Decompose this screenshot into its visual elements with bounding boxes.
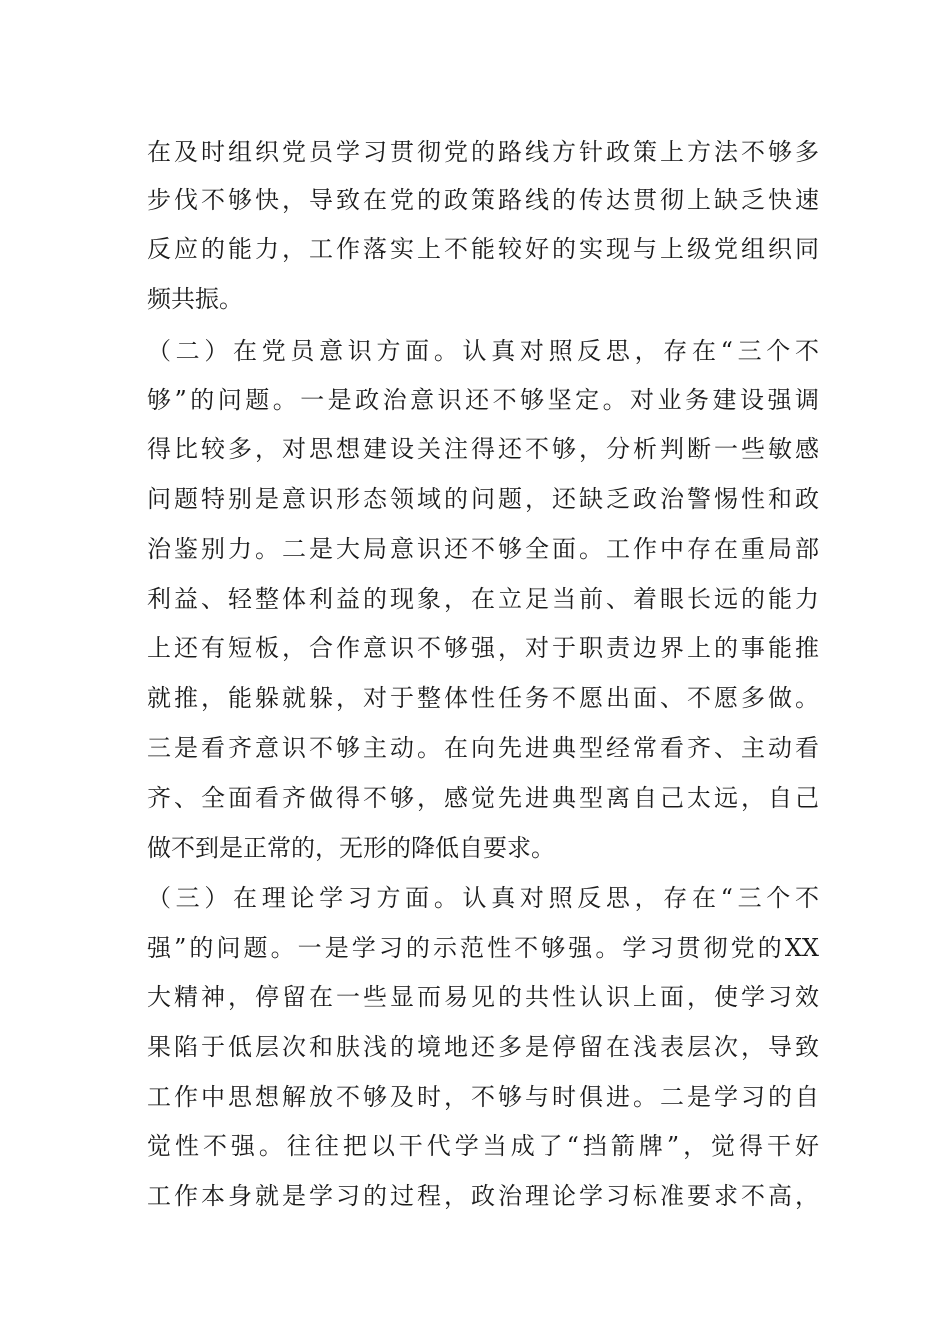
text-line: 得比较多，对思想建设关注得还不够，分析判断一些敏感 <box>147 435 819 463</box>
text-line: 觉性不强。往往把以干代学当成了“挡箭牌”，觉得干好 <box>147 1132 819 1160</box>
text-line: 果陷于低层次和肤浅的境地还多是停留在浅表层次，导致 <box>147 1033 819 1061</box>
text-line: 就推，能躲就躲，对于整体性任务不愿出面、不愿多做。 <box>147 684 819 712</box>
text-line: 反应的能力，工作落实上不能较好的实现与上级党组织同 <box>147 235 819 263</box>
text-line: 频共振。 <box>147 285 243 313</box>
text-line: 大精神，停留在一些显而易见的共性认识上面，使学习效 <box>147 983 819 1011</box>
text-line: 利益、轻整体利益的现象，在立足当前、着眼长远的能力 <box>147 585 819 613</box>
text-line: 问题特别是意识形态领域的问题，还缺乏政治警惕性和政 <box>147 485 819 513</box>
text-line: 上还有短板，合作意识不够强，对于职责边界上的事能推 <box>147 634 819 662</box>
section-heading-line: （二）在党员意识方面。认真对照反思，存在“三个不 <box>147 337 819 365</box>
text-line: 强”的问题。一是学习的示范性不够强。学习贯彻党的XX <box>147 934 819 962</box>
text-line: 做不到是正常的，无形的降低自要求。 <box>147 834 555 862</box>
text-line: 在及时组织党员学习贯彻党的路线方针政策上方法不够多 <box>147 138 819 166</box>
text-line: 治鉴别力。二是大局意识还不够全面。工作中存在重局部 <box>147 535 819 563</box>
section-heading-line: （三）在理论学习方面。认真对照反思，存在“三个不 <box>147 884 819 912</box>
text-line: 够”的问题。一是政治意识还不够坚定。对业务建设强调 <box>147 386 819 414</box>
text-line: 齐、全面看齐做得不够，感觉先进典型离自己太远，自己 <box>147 784 819 812</box>
text-line: 三是看齐意识不够主动。在向先进典型经常看齐、主动看 <box>147 734 819 762</box>
text-line: 工作本身就是学习的过程，政治理论学习标准要求不高， <box>147 1182 819 1210</box>
text-line: 步伐不够快，导致在党的政策路线的传达贯彻上缺乏快速 <box>147 186 819 214</box>
text-line: 工作中思想解放不够及时，不够与时俱进。二是学习的自 <box>147 1083 819 1111</box>
